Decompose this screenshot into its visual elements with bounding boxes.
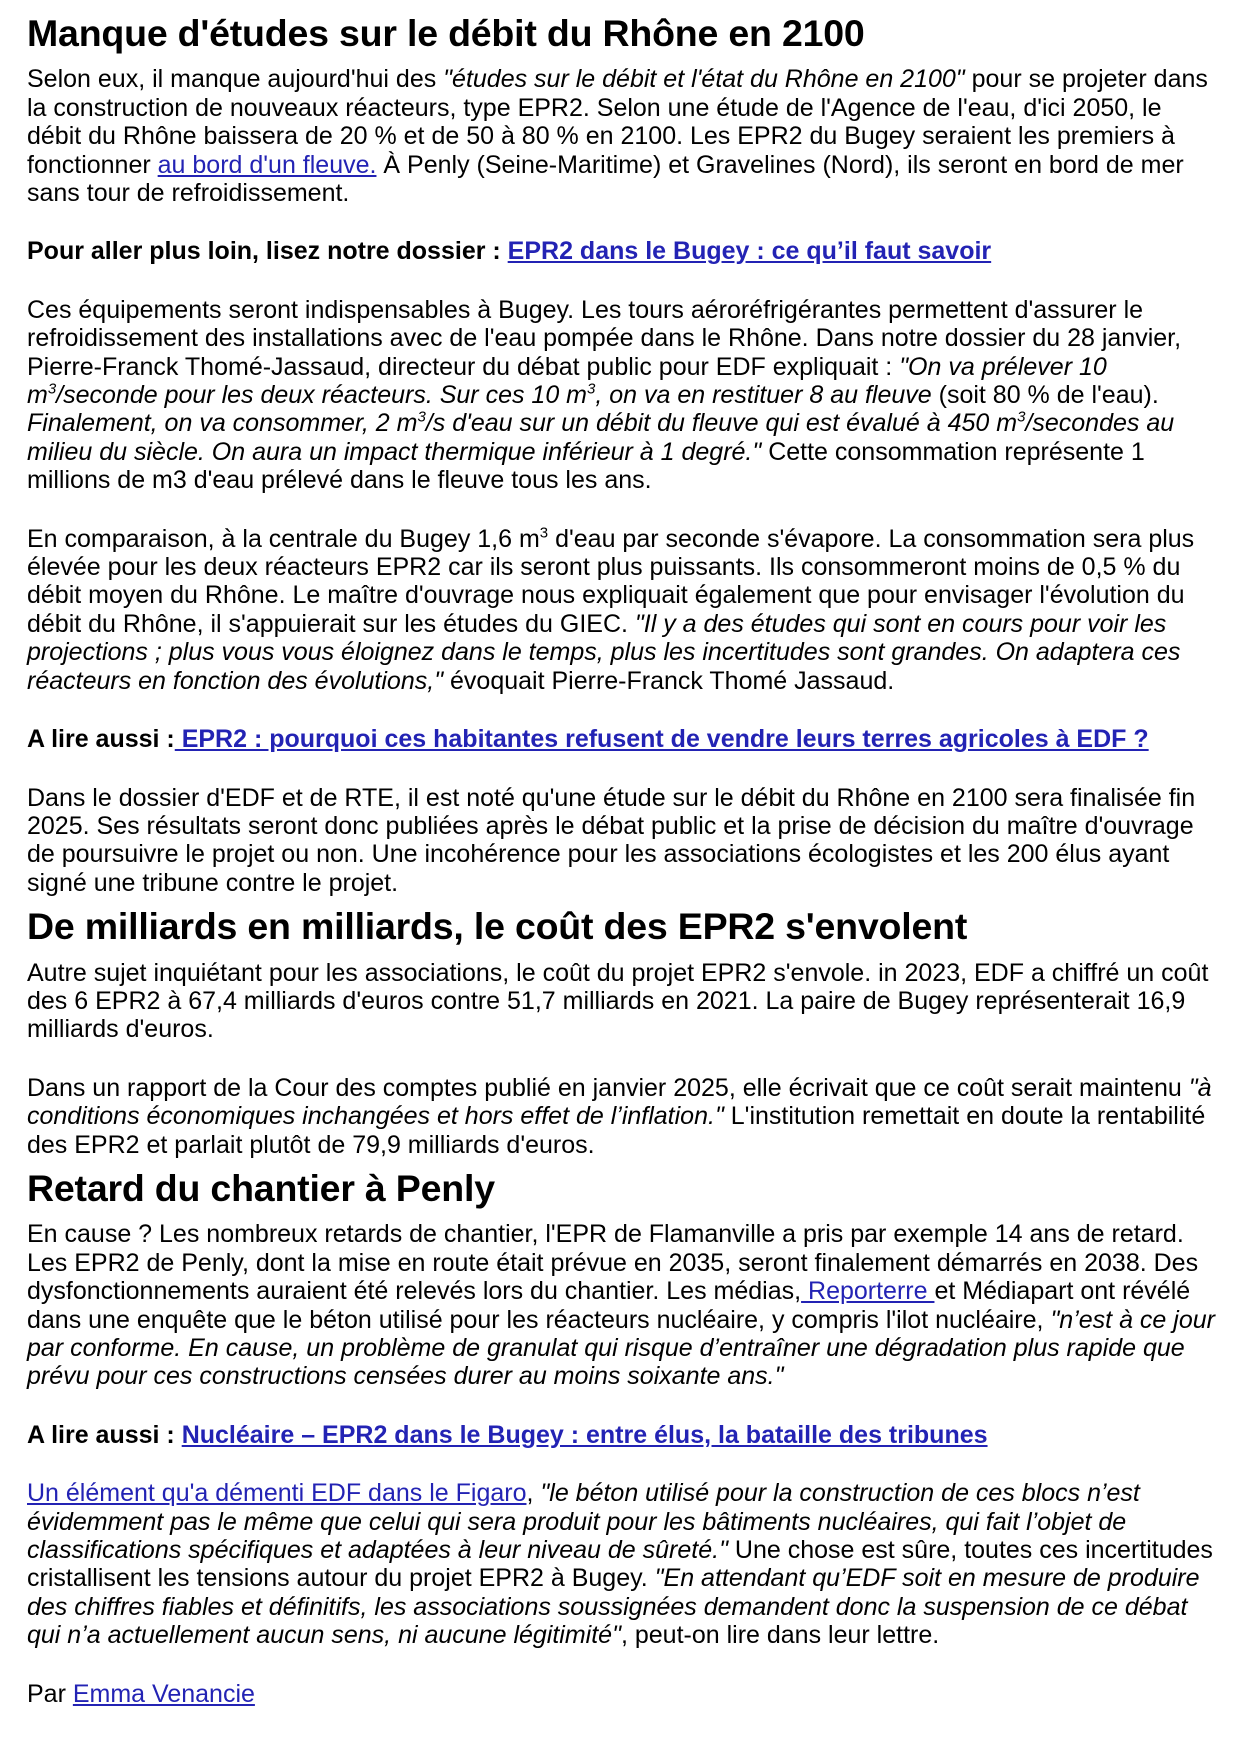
superscript: 3 — [587, 380, 596, 398]
link-dementi-edf-figaro[interactable]: Un élément qu'a démenti EDF dans le Figaro — [27, 1479, 527, 1508]
link-au-bord-dun-fleuve[interactable]: au bord d'un fleuve. — [157, 150, 377, 179]
text-run: Par — [27, 1679, 73, 1708]
heading-cout-epr2: De milliards en milliards, le coût des EPR2 s'envolent — [27, 905, 968, 948]
text-run: L'institution remettait en doute la rentabilité des EPR2 et parlait plutôt de 79,9 milliards d'euros. — [27, 1102, 1206, 1159]
text-run: "Il y a des études qui sont en cours pour voir les projections ; plus vous vous éloignez dans le temps, plus les incertitudes sont grandes. On adaptera ces réacteurs en fonction des évolutions," — [27, 609, 1181, 695]
byline — [27, 1680, 1215, 1708]
text-run: Dans le dossier d'EDF et de RTE, il est noté qu'une étude sur le débit du Rhône en 2100 sera finalisée fin 2025. Ses résultats seront donc publiées après le débat public et la prise de décision du maître d'ouvrage de poursuivre le projet ou non. Une incohérence pour les associations écologistes et les 200 élus ayant signé une tribune contre le projet. — [27, 783, 1196, 897]
superscript: 3 — [539, 524, 549, 542]
text-run — [417, 409, 425, 437]
figaro-paragraph — [27, 1479, 1215, 1649]
text-run: "le béton utilisé pour la construction de ces blocs n’est évidemment pas le même que celui qui sera produit pour les bâtiments nucléaires, qui fait l’objet de classifications spécifiques et adaptées à leur niveau de sûreté." — [27, 1479, 1140, 1564]
consumption-paragraph — [27, 296, 1215, 495]
text-run: , on va en restituer 8 au fleuve — [595, 381, 939, 410]
text-run: et Médiapart ont révélé dans une enquête que le béton utilisé pour les réacteurs nucléaire, y compris l'ilot nucléaire, — [27, 1277, 1191, 1334]
text-run: Pour aller plus loin, lisez notre dossier : — [27, 237, 508, 266]
text-run: /seconde pour les deux réacteurs. Sur ces 10 m — [56, 381, 588, 410]
text-run: Dans un rapport de la Cour des comptes publié en janvier 2025, elle écrivait que ce coût serait maintenu — [27, 1073, 1189, 1102]
text-run: Cette consommation représente 1 millions de m3 d'eau prélevé dans le fleuve tous les ans. — [27, 437, 1145, 495]
text-run: À Penly (Seine-Maritime) et Gravelines (Nord), ils seront en bord de mer sans tour de refroidissement. — [27, 150, 1184, 207]
link-habitantes-terres-agricoles[interactable]: EPR2 : pourquoi ces habitantes refusent de vendre leurs terres agricoles à EDF ? — [174, 725, 1149, 754]
text-run: "On va prélever 10 m — [27, 352, 1107, 410]
text-run: d'eau par seconde s'évapore. La consommation sera plus élevée pour les deux réacteurs EPR2 car ils seront plus puissants. Ils consommeront moins de 0,5 % du débit moyen du Rhône. Le maître d'ouvrage nous expliquait également que pour envisager l'évolution du débit du Rhône, il s'appuierait sur les études du GIEC. — [27, 524, 1195, 638]
text-run: "En attendant qu’EDF soit en mesure de produire des chiffres fiables et définitifs, les associations soussignées demandent donc la suspension de ce débat qui n’a actuellement aucun sens, ni aucune légitimité" — [27, 1564, 1200, 1650]
superscript: 3 — [417, 409, 426, 427]
text-run — [540, 525, 548, 553]
read-also-1 — [27, 725, 1215, 753]
text-run: Selon eux, il manque aujourd'hui des — [27, 65, 444, 94]
read-also-2 — [27, 1421, 1215, 1449]
text-run: /s d'eau sur un débit du fleuve qui est évalué à 450 m — [425, 409, 1018, 438]
cost-paragraph — [27, 959, 1215, 1044]
text-run: , peut-on lire dans leur lettre. — [620, 1621, 940, 1650]
heading-retard-penly: Retard du chantier à Penly — [27, 1166, 495, 1209]
text-run: /secondes au milieu du siècle. On aura un impact thermique inférieur à 1 degré." — [27, 409, 1175, 466]
link-author-emma-venancie[interactable]: Emma Venancie — [72, 1679, 255, 1708]
text-run: En comparaison, à la centrale du Bugey 1,6 m — [27, 524, 540, 553]
link-dossier-epr2-bugey[interactable]: EPR2 dans le Bugey : ce qu’il faut savoir — [507, 237, 992, 266]
text-run — [48, 381, 56, 409]
dossier-callout — [27, 237, 1215, 265]
heading-manque-etudes: Manque d'études sur le débit du Rhône en 2100 — [27, 12, 865, 54]
text-run: , — [526, 1479, 541, 1508]
text-run: A lire aussi : — [27, 725, 175, 754]
cour-des-comptes-paragraph — [27, 1074, 1215, 1159]
text-run: pour se projeter dans la construction de nouveaux réacteurs, type EPR2. Selon une étude de l'Agence de l'eau, d'ici 2050, le débit du Rhône baissera de 20 % et de 50 à 80 % en 2100. Les EPR2 du Bugey seraient les premiers à fonctionner — [27, 65, 1208, 179]
text-run: En cause ? Les nombreux retards de chantier, l'EPR de Flamanville a pris par exemple 14 ans de retard. Les EPR2 de Penly, dont la mise en route était prévue en 2035, seront finalement démarrés en 2038. Des dysfonctionnements auraient été relevés lors du chantier. Les médias, — [27, 1220, 1199, 1306]
text-run: "n’est à ce jour par conforme. En cause, un problème de granulat qui risque d’entraîner une dégradation plus rapide que prévu pour ces constructions censées durer au moins soixante ans." — [27, 1305, 1215, 1391]
text-run: évoquait Pierre-Franck Thomé Jassaud. — [450, 666, 895, 695]
text-run: (soit 80 % de l'eau). — [938, 381, 1159, 410]
edf-rte-paragraph — [27, 784, 1215, 898]
text-run: Autre sujet inquiétant pour les associations, le coût du projet EPR2 s'envole. in 2023, EDF a chiffré un coût des 6 EPR2 à 67,4 milliards d'euros contre 51,7 milliards en 2021. La paire de Bugey représenterait 16,9 milliards d'euros. — [27, 958, 1209, 1044]
text-run: Ces équipements seront indispensables à Bugey. Les tours aéroréfrigérantes permettent d'assurer le refroidissement des installations avec de l'eau pompée dans le Rhône. Dans notre dossier du 28 janvier, Pierre-Franck Thomé-Jassaud, directeur du débat public pour EDF expliquait : — [27, 295, 1182, 381]
intro-paragraph — [27, 65, 1215, 207]
link-reporterre[interactable]: Reporterre — [801, 1277, 935, 1306]
penly-delay-paragraph — [27, 1220, 1215, 1390]
text-run: Finalement, on va consommer, 2 m — [27, 409, 418, 438]
text-run: "à conditions économiques inchangées et hors effet de l’inflation." — [27, 1073, 1212, 1131]
link-nucleaire-bataille-tribunes[interactable]: Nucléaire – EPR2 dans le Bugey : entre élus, la bataille des tribunes — [181, 1420, 988, 1449]
text-run: "études sur le débit et l'état du Rhône en 2100" — [443, 65, 965, 94]
superscript: 3 — [1017, 409, 1026, 427]
text-run: A lire aussi : — [27, 1420, 182, 1449]
comparison-paragraph — [27, 525, 1215, 695]
text-run: Une chose est sûre, toutes ces incertitudes cristallisent les tensions autour du projet EPR2 à Bugey. — [27, 1535, 1213, 1593]
superscript: 3 — [47, 380, 57, 398]
